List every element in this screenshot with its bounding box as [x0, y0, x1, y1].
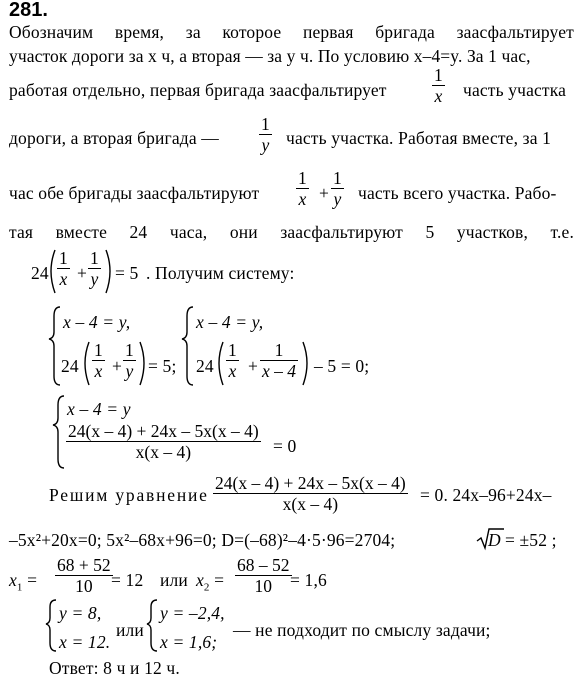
word: 5 [425, 222, 435, 242]
paren-l7-right [106, 250, 110, 293]
sys1-line1: x – 4 = y, [63, 312, 131, 332]
text-line-7: . Получим систему: [146, 263, 295, 283]
sqrt-radical [477, 529, 504, 548]
sys2-coef: 24 [196, 356, 214, 376]
x1-frac: $\frac{68 + 52}{10}$ [57, 555, 111, 596]
word: участков, [456, 222, 528, 242]
paren-sys2-left [219, 342, 223, 385]
problem-number: 281. [9, 0, 48, 21]
or-1: или [160, 570, 188, 590]
sys1-end: = 5; [148, 356, 177, 376]
word: т.е. [550, 222, 574, 242]
text-line-5b: часть всего участка. Рабо- [358, 183, 557, 203]
word: заасфальтируют [280, 222, 403, 242]
or-2: или [116, 620, 144, 640]
word: которое [222, 22, 282, 42]
brace-sys1 [49, 307, 60, 385]
fraction-1-over-y-b: $\frac{1}{y}$ [333, 168, 342, 209]
coef-24: 24 [31, 263, 49, 283]
x2-frac: $\frac{68 - 52}{10}$ [237, 555, 290, 596]
word: 24 [129, 222, 148, 242]
text-line-3a: работая отдельно, первая бригада заасфальтирует [9, 80, 387, 100]
x2-value: = 1,6 [290, 570, 327, 590]
solve-label: Решим уравнение [49, 485, 209, 505]
word: за [185, 22, 201, 42]
ans1-b: x = 12. [59, 632, 111, 652]
sys1-plus: + [112, 356, 123, 376]
sys3-big-frac: $\frac{24(x - 4) + 24x - 5x(x - 4)}{x(x - 4)}$ [68, 421, 259, 462]
fraction-1-over-y: $\frac{1}{y}$ [261, 114, 270, 155]
text-line-9: –5x²+20x=0; 5x²–68x+96=0; D=(–68)²–4·5·96=2704; [9, 530, 396, 550]
sys3-line1: x – 4 = y [67, 399, 131, 419]
solve-frac: $\frac{24(x - 4) + 24x - 5x(x - 4)}{x(x - 4)}$ [215, 473, 406, 514]
ans2-a: y = –2,4, [160, 603, 225, 623]
x1-label: $x_1$ = [9, 570, 38, 594]
word: первая [302, 22, 354, 42]
brace-sys2 [182, 307, 193, 385]
word: Обозначим [9, 22, 94, 42]
sys2-line1: x – 4 = y, [196, 312, 264, 332]
plus-l7: + [77, 263, 88, 283]
sys1-frac-b: $\frac{1}{y}$ [125, 340, 134, 381]
x2-label: $x_2$ = [196, 570, 225, 594]
word: заасфальтирует [456, 22, 574, 42]
text-line-3b: часть участка [463, 80, 567, 100]
ans2-b: x = 1,6; [160, 632, 218, 652]
eq-five: = 5 [115, 263, 139, 283]
word: вместе [55, 222, 107, 242]
word: они [229, 222, 258, 242]
answer-line: Ответ: 8 ч и 12 ч. [49, 658, 180, 678]
brace-ans2 [147, 600, 157, 651]
frac-l7-b: $\frac{1}{y}$ [90, 248, 99, 289]
fraction-1-over-x: $\frac{1}{x}$ [434, 65, 443, 106]
not-fit-text: — не подходит по смыслу задачи; [233, 620, 491, 640]
text-line-2: участок дороги за x ч, а вторая — за y ч. По условию x–4=y. За 1 час, [9, 46, 531, 66]
text-line-4b: часть участка. Работая вместе, за 1 [286, 128, 552, 148]
sys2-end: – 5 = 0; [314, 356, 370, 376]
sqrt-d: D [488, 530, 501, 550]
paren-sys2-right [303, 342, 307, 385]
fraction-1-over-x-b: $\frac{1}{x}$ [298, 168, 307, 209]
brace-ans1 [46, 600, 56, 651]
paren-sys1-left [85, 342, 89, 385]
ans1-a: y = 8, [59, 603, 102, 623]
text-line-5a: час обе бригады заасфальтируют [9, 183, 260, 203]
word: время, [114, 22, 165, 42]
paren-sys1-right [140, 342, 144, 385]
sys2-frac-b: $\frac{1}{x - 4}$ [262, 340, 297, 381]
sys2-frac-a: $\frac{1}{x}$ [228, 340, 237, 381]
word: часа, [169, 222, 208, 242]
word: тая [9, 222, 34, 242]
sys2-plus: + [248, 356, 259, 376]
word: бригада [375, 22, 435, 42]
brace-sys3 [53, 396, 64, 468]
sys3-eq0: = 0 [273, 436, 297, 456]
sqrt-result: = ±52 ; [505, 530, 557, 550]
plus-sign: + [319, 183, 330, 203]
sys1-coef: 24 [61, 356, 79, 376]
paren-l7-left [51, 250, 55, 293]
frac-l7-a: $\frac{1}{x}$ [59, 248, 68, 289]
sys1-frac-a: $\frac{1}{x}$ [94, 340, 103, 381]
text-line-4a: дороги, а вторая бригада — [9, 128, 219, 148]
solve-tail: = 0. 24x–96+24x– [420, 485, 552, 505]
x1-value: = 12 [111, 570, 144, 590]
